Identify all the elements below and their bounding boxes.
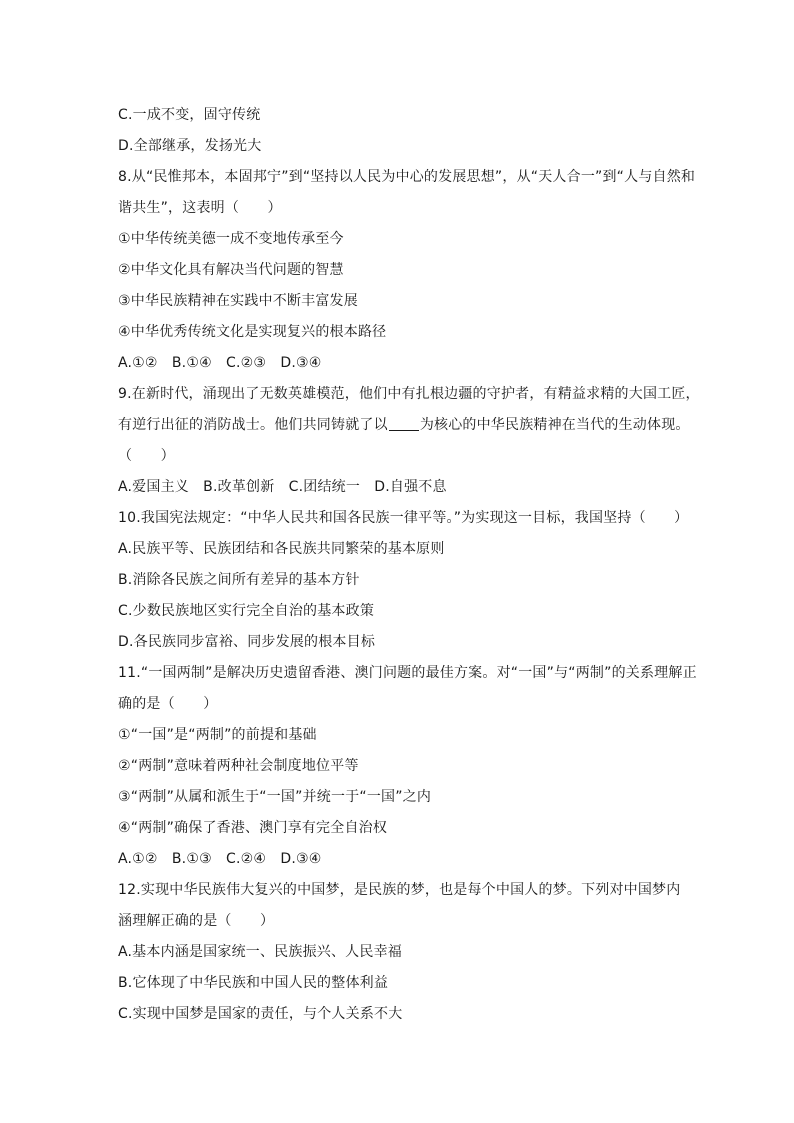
question-12-option-c: C.实现中国梦是国家的责任，与个人关系不大 [118,1006,403,1022]
question-9-options: A.爱国主义 B.改革创新 C.团结统一 D.自强不息 [118,479,447,495]
question-12-option-a: A.基本内涵是国家统一、民族振兴、人民幸福 [118,944,402,960]
question-10-option-a: A.民族平等、民族团结和各民族共同繁荣的基本原则 [118,541,445,557]
question-8-statement-4: ④中华优秀传统文化是实现复兴的根本路径 [118,324,387,340]
option-c-q7: C.一成不变，固守传统 [118,107,261,123]
question-10-stem: 10.我国宪法规定：“中华人民共和国各民族一律平等。”为实现这一目标，我国坚持（ ） [118,510,689,526]
question-11-statement-1: ①“一国”是“两制”的前提和基础 [118,727,317,743]
question-9-text-after-blank: 为核心的中华民族精神在当代的生动体现。 [419,417,690,433]
fill-in-blank [389,416,419,431]
question-8-stem-line-2: 谐共生”，这表明（ ） [118,200,282,216]
question-12-stem-line-2: 涵理解正确的是（ ） [118,913,275,929]
question-8-options: A.①② B.①④ C.②③ D.③④ [118,355,322,371]
question-10-option-d: D.各民族同步富裕、同步发展的根本目标 [118,634,376,650]
question-9-stem-line-1: 9.在新时代，涌现出了无数英雄模范，他们中有扎根边疆的守护者，有精益求精的大国工匠， [118,386,700,402]
document-page [118,100,700,1030]
option-d-q7: D.全部继承，发扬光大 [118,138,262,154]
question-8-statement-1: ①中华传统美德一成不变地传承至今 [118,231,344,247]
question-12-option-b: B.它体现了中华民族和中国人民的整体利益 [118,975,389,991]
question-12-stem-line-1: 12.实现中华民族伟大复兴的中国梦，是民族的梦，也是每个中国人的梦。下列对中国梦内 [118,882,681,898]
question-11-stem-line-2: 确的是（ ） [118,696,218,712]
question-11-stem-line-1: 11.“一国两制”是解决历史遗留香港、澳门问题的最佳方案。对“一国”与“两制”的关系理解正 [118,665,697,681]
question-8-statement-2: ②中华文化具有解决当代问题的智慧 [118,262,344,278]
question-10-option-b: B.消除各民族之间所有差异的基本方针 [118,572,360,588]
question-11-statement-3: ③“两制”从属和派生于“一国”并统一于“一国”之内 [118,789,432,805]
question-10-option-c: C.少数民族地区实行完全自治的基本政策 [118,603,375,619]
question-11-statement-4: ④“两制”确保了香港、澳门享有完全自治权 [118,820,388,836]
question-8-stem-line-1: 8.从“民惟邦本，本固邦宁”到“坚持以人民为中心的发展思想”，从“天人合一”到“人与自然和 [118,169,696,185]
question-9-answer-paren: （ ） [118,448,175,464]
question-11-statement-2: ②“两制”意味着两种社会制度地位平等 [118,758,359,774]
question-11-options: A.①② B.①③ C.②④ D.③④ [118,851,322,867]
question-8-statement-3: ③中华民族精神在实践中不断丰富发展 [118,293,358,309]
question-9-text-before-blank: 有逆行出征的消防战士。他们共同铸就了以 [118,417,388,433]
question-9-stem-line-2 [118,410,690,441]
